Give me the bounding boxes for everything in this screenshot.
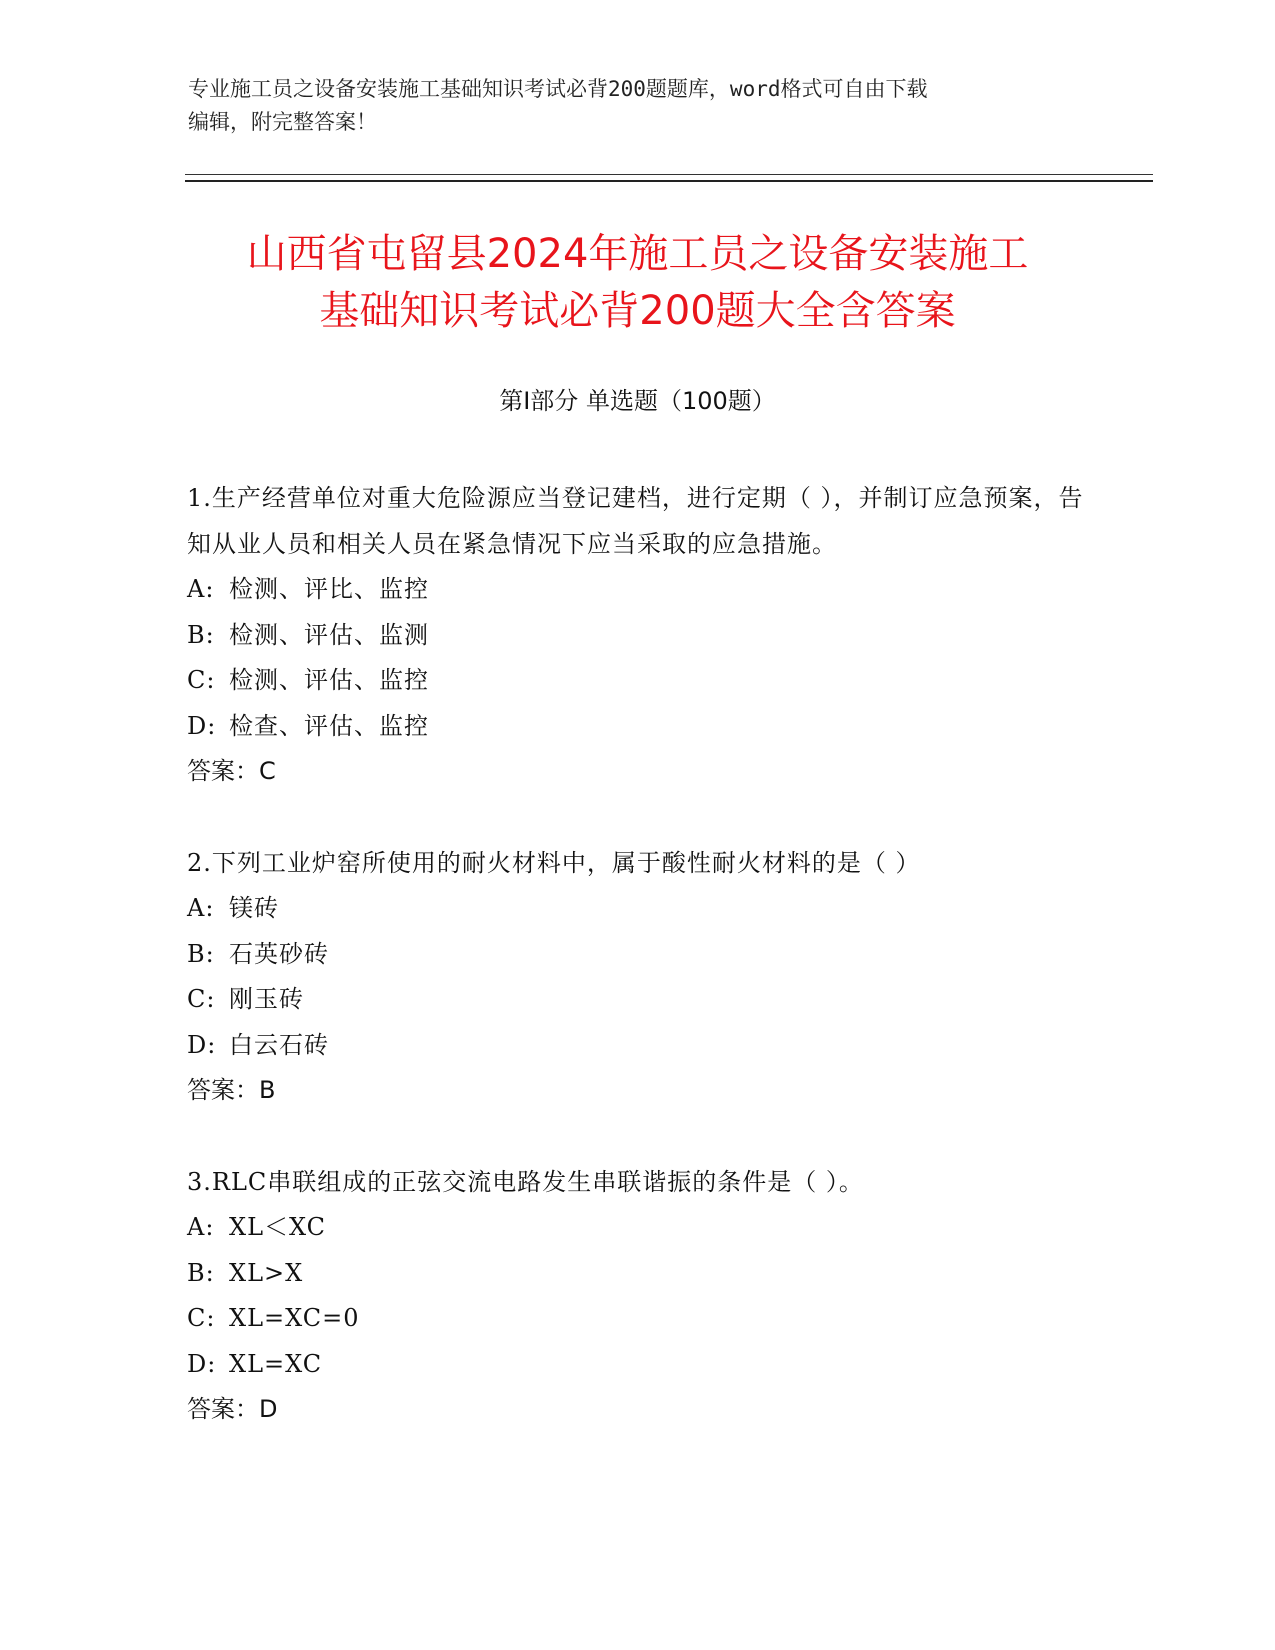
option-letter: D: [187, 1030, 217, 1059]
question-list [187, 476, 1087, 1479]
document-title [150, 226, 1125, 340]
option-a [187, 567, 1087, 613]
option-letter: C: [187, 666, 216, 694]
option-c [187, 977, 1087, 1023]
option-d [187, 1342, 1087, 1388]
option-text: XL=XC=0 [229, 1304, 360, 1332]
header-note-line-1: 专业施工员之设备安装施工基础知识考试必背200题题库，word格式可自由下载 [188, 77, 928, 101]
question-2 [187, 841, 1087, 1114]
question-stem: 3.RLC串联组成的正弦交流电路发生串联谐振的条件是（ ）。 [187, 1167, 864, 1196]
option-letter: A: [187, 575, 215, 603]
option-letter: D: [187, 1349, 217, 1378]
option-text: 石英砂砖 [229, 939, 329, 968]
option-letter: A: [187, 894, 215, 922]
option-b [187, 932, 1087, 978]
header-divider-thin [185, 174, 1153, 175]
option-letter: C: [187, 985, 216, 1013]
option-text: 刚玉砖 [229, 985, 304, 1013]
option-letter: C: [187, 1304, 216, 1332]
question-1 [187, 476, 1087, 795]
document-title-line-1: 山西省屯留县2024年施工员之设备安装施工 [246, 231, 1029, 277]
answer-line: 答案：B [187, 1076, 276, 1104]
option-text: 白云石砖 [229, 1030, 329, 1059]
option-a [187, 886, 1087, 932]
question-stem: 1.生产经营单位对重大危险源应当登记建档，进行定期（ ），并制订应急预案，告知从业人员和相关人员在紧急情况下应当采取的应急措施。 [187, 484, 1084, 558]
option-letter: D: [187, 711, 217, 740]
option-text: 检查、评估、监控 [229, 711, 429, 740]
option-letter: A: [187, 1213, 215, 1241]
option-b [187, 1251, 1087, 1297]
question-stem: 2.下列工业炉窑所使用的耐火材料中，属于酸性耐火材料的是（ ） [187, 848, 921, 877]
option-a [187, 1205, 1087, 1251]
header-note-line-2: 编辑，附完整答案！ [188, 110, 377, 134]
option-text: 检测、评估、监控 [229, 666, 429, 694]
option-text: XL>X [229, 1258, 304, 1287]
header-divider-thick [185, 180, 1153, 182]
option-d [187, 704, 1087, 750]
question-3 [187, 1160, 1087, 1433]
option-d [187, 1023, 1087, 1069]
option-letter: B: [187, 620, 215, 649]
header-note [188, 73, 1068, 139]
option-text: XL=XC [229, 1349, 323, 1378]
answer-line: 答案：C [187, 757, 276, 785]
option-letter: B: [187, 939, 215, 968]
option-c [187, 1296, 1087, 1342]
option-letter: B: [187, 1258, 215, 1287]
answer-line: 答案：D [187, 1395, 278, 1423]
option-b [187, 613, 1087, 659]
document-title-line-2: 基础知识考试必背200题大全含答案 [319, 288, 956, 334]
option-c [187, 658, 1087, 704]
option-text: 检测、评估、监测 [229, 620, 429, 649]
option-text: XL＜XC [229, 1213, 327, 1241]
section-title: 第Ⅰ部分 单选题（100题） [499, 387, 776, 415]
option-text: 镁砖 [229, 894, 279, 922]
option-text: 检测、评比、监控 [229, 575, 429, 603]
